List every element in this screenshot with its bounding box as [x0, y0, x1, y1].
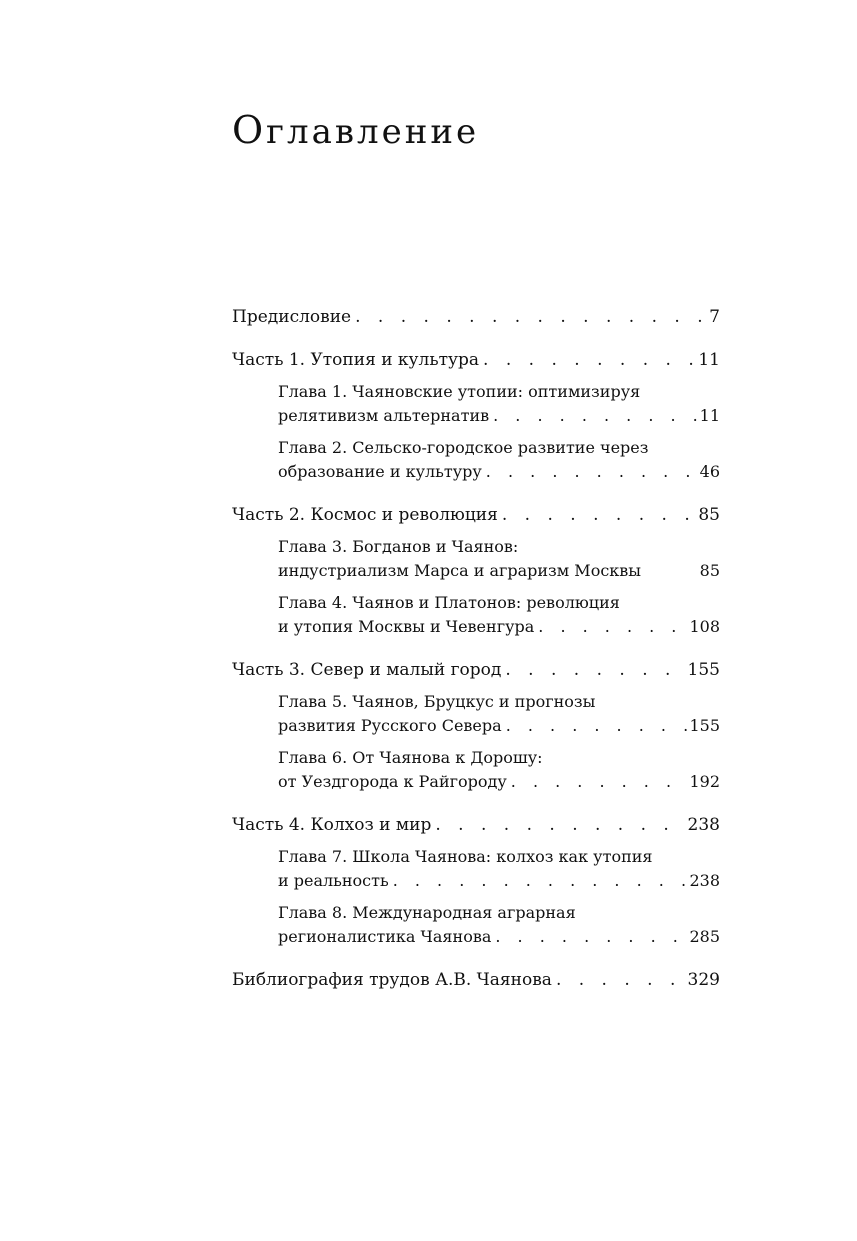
leader-dots	[393, 869, 688, 893]
chapter-title-line2: и утопия Москвы и Чевенгура	[278, 617, 535, 636]
toc-entry-chapter[interactable]	[278, 436, 720, 484]
leader-dots	[493, 404, 698, 428]
chapter-title-line1: Глава 2. Сельско-городское развитие через	[278, 438, 649, 457]
toc-entry-chapter[interactable]	[278, 845, 720, 893]
toc-part-1	[232, 348, 720, 484]
toc-label: Библиография трудов А.В. Чаянова	[232, 970, 552, 990]
toc-page: 46	[699, 462, 720, 481]
toc-label: Часть 1. Утопия и культура	[232, 350, 480, 370]
chapter-title-line1: Глава 7. Школа Чаянова: колхоз как утопия	[278, 847, 653, 866]
leader-dots	[511, 770, 688, 794]
toc-entry-chapter[interactable]	[278, 690, 720, 738]
toc-part-4	[232, 813, 720, 949]
toc-entry-preface[interactable]	[232, 305, 720, 329]
chapter-title-line1: Глава 8. Международная аграрная	[278, 903, 576, 922]
leader-dots	[435, 813, 685, 837]
chapter-title-line1: Глава 4. Чаянов и Платонов: революция	[278, 593, 620, 612]
toc-label: Часть 3. Север и малый город	[232, 660, 502, 680]
chapter-title-line2: от Уездгорода к Райгороду	[278, 772, 507, 791]
leader-dots	[495, 925, 687, 949]
toc-page: 85	[698, 505, 720, 525]
toc-entry-chapter[interactable]	[278, 901, 720, 949]
table-of-contents	[232, 305, 720, 992]
leader-dots	[538, 615, 687, 639]
chapter-title-line1: Глава 5. Чаянов, Бруцкус и прогнозы	[278, 692, 596, 711]
leader-dots	[502, 503, 697, 527]
title-initial: О	[232, 108, 267, 152]
leader-dots	[355, 305, 707, 329]
toc-page: 238	[689, 871, 720, 890]
toc-label: Часть 4. Колхоз и мир	[232, 815, 432, 835]
page-title	[232, 106, 479, 156]
toc-page: 155	[689, 716, 720, 735]
toc-entry-part[interactable]	[232, 503, 720, 527]
toc-entry-part[interactable]	[232, 813, 720, 837]
chapter-title-line2: и реальность	[278, 871, 389, 890]
toc-entry-part[interactable]	[232, 348, 720, 372]
toc-page: 7	[709, 307, 720, 327]
toc-label: Предисловие	[232, 307, 352, 327]
title-rest: главление	[266, 112, 480, 152]
toc-entry-chapter[interactable]	[278, 746, 720, 794]
chapter-title-line2: образование и культуру	[278, 462, 482, 481]
toc-page: 192	[689, 772, 720, 791]
toc-part-3	[232, 658, 720, 794]
leader-dots	[505, 658, 685, 682]
toc-page: 238	[687, 815, 720, 835]
leader-dots	[556, 968, 686, 992]
toc-part-2	[232, 503, 720, 639]
toc-label: Часть 2. Космос и революция	[232, 505, 498, 525]
toc-page: 11	[698, 350, 720, 370]
chapter-title-line1: Глава 3. Богданов и Чаянов:	[278, 537, 519, 556]
toc-entry-part[interactable]	[232, 658, 720, 682]
chapter-title-line1: Глава 6. От Чаянова к Дорошу:	[278, 748, 543, 767]
leader-dots	[506, 714, 688, 738]
chapter-title-line1: Глава 1. Чаяновские утопии: оптимизируя	[278, 382, 641, 401]
chapter-title-line2: релятивизм альтернатив	[278, 406, 490, 425]
toc-page: 285	[689, 927, 720, 946]
leader-dots	[483, 348, 696, 372]
toc-page: 155	[687, 660, 720, 680]
toc-page: 108	[689, 617, 720, 636]
toc-entry-bibliography[interactable]	[232, 968, 720, 992]
chapter-title-line2: развития Русского Севера	[278, 716, 502, 735]
toc-page: 11	[699, 406, 720, 425]
toc-entry-chapter[interactable]	[278, 591, 720, 639]
toc-entry-chapter[interactable]	[278, 535, 720, 583]
leader-dots	[486, 460, 698, 484]
chapter-title-line2: индустриализм Марса и аграризм Москвы	[278, 561, 642, 580]
toc-entry-chapter[interactable]	[278, 380, 720, 428]
toc-page: 85	[699, 561, 720, 580]
toc-page: 329	[687, 970, 720, 990]
chapter-title-line2: регионалистика Чаянова	[278, 927, 492, 946]
